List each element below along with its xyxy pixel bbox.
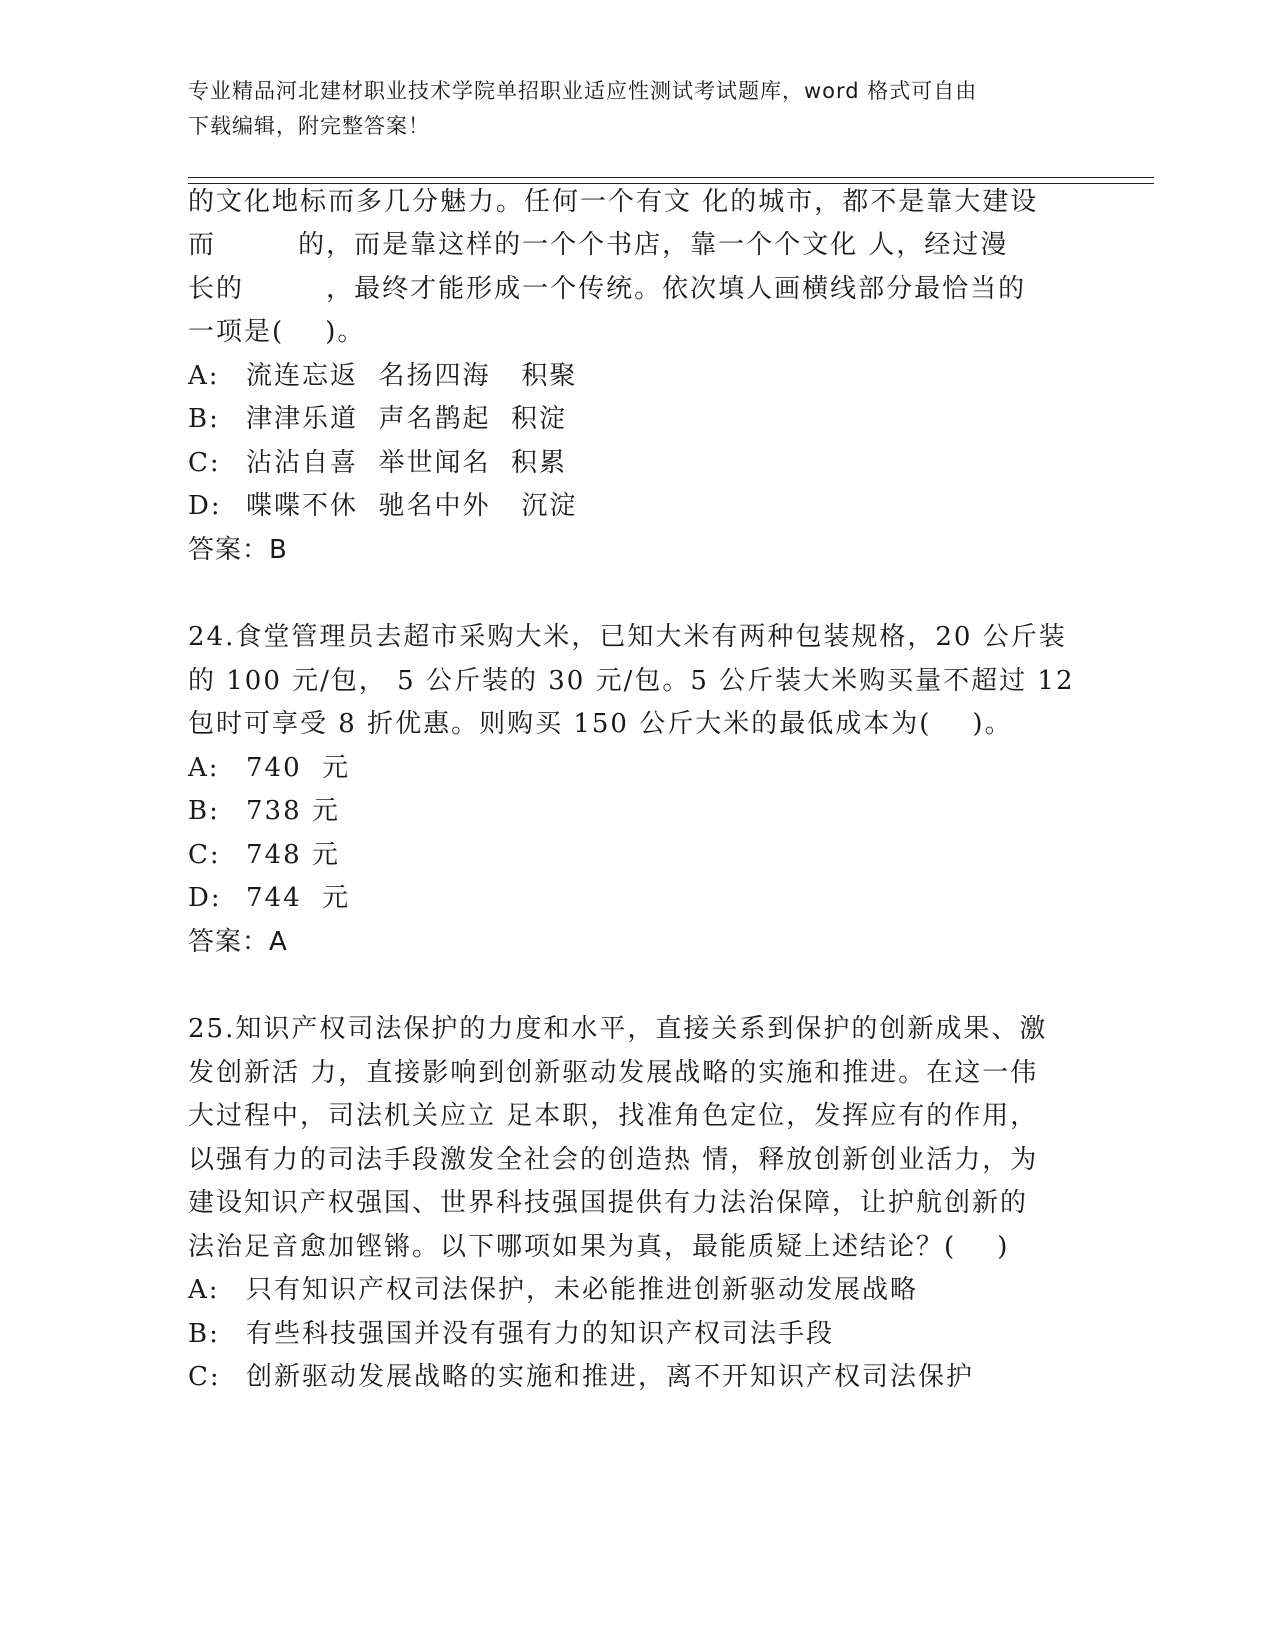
option-letter: B: xyxy=(188,796,220,826)
option-text: 创新驱动发展战略的实施和推进，离不开知识产权司法保护 xyxy=(246,1362,975,1392)
page-header xyxy=(188,74,1068,144)
q24-option-d xyxy=(188,882,350,914)
option-letter: B: xyxy=(188,404,220,434)
option-text: 748 元 xyxy=(246,840,340,870)
q25-line-3: 大过程中，司法机关应立 足本职，找准角色定位，发挥应有的作用， xyxy=(188,1101,1039,1131)
option-letter: B: xyxy=(188,1319,220,1349)
q25-line-5: 建设知识产权强国、世界科技强国提供有力法治保障，让护航创新的 xyxy=(188,1188,1029,1218)
header-line-1: 专业精品河北建材职业技术学院单招职业适应性测试考试题库，word 格式可自由 xyxy=(188,79,978,103)
option-text: 738 元 xyxy=(246,796,340,826)
option-text: 沾沾自喜 举世闻名 积累 xyxy=(246,448,568,478)
q25-line-6: 法治足音愈加铿锵。以下哪项如果为真，最能质疑上述结论？( ) xyxy=(188,1232,1010,1262)
q25-option-b xyxy=(188,1318,834,1350)
option-letter: C: xyxy=(188,840,221,870)
q24-line-3: 包时可享受 8 折优惠。则购买 150 公斤大米的最低成本为( )。 xyxy=(188,709,1013,739)
option-text: 只有知识产权司法保护，未必能推进创新驱动发展战略 xyxy=(246,1275,919,1305)
q23-line-4: 一项是( )。 xyxy=(188,317,366,347)
q25-line-1: 25.知识产权司法保护的力度和水平，直接关系到保护的创新成果、激 xyxy=(188,1014,1048,1044)
option-letter: D: xyxy=(188,883,222,913)
q24-option-b xyxy=(188,795,340,827)
q25-option-c xyxy=(188,1361,974,1393)
q23-line-3: 长的 ，最终才能形成一个传统。依次填人画横线部分最恰当的 xyxy=(188,274,1027,304)
q23-line-2: 而 的，而是靠这样的一个个书店，靠一个个文化 人，经过漫 xyxy=(188,230,1009,260)
option-letter: A: xyxy=(188,1275,220,1305)
option-text: 津津乐道 声名鹊起 积淀 xyxy=(246,404,568,434)
option-letter: A: xyxy=(188,361,220,391)
q23-answer: 答案：B xyxy=(188,535,288,565)
q25-line-4: 以强有力的司法手段激发全社会的创造热 情，释放创新创业活力，为 xyxy=(188,1145,1039,1175)
option-letter: A: xyxy=(188,753,220,783)
q24-line-2: 的 100 元/包， 5 公斤装的 30 元/包。5 公斤装大米购买量不超过 12 xyxy=(188,666,1075,696)
q24-answer: 答案：A xyxy=(188,927,288,957)
option-text: 有些科技强国并没有强有力的知识产权司法手段 xyxy=(246,1319,835,1349)
q23-line-1: 的文化地标而多几分魅力。任何一个有文 化的城市，都不是靠大建设 xyxy=(188,187,1039,217)
header-line-2: 下载编辑，附完整答案！ xyxy=(188,114,430,138)
header-divider-bottom xyxy=(188,183,1154,184)
q25-line-2: 发创新活 力，直接影响到创新驱动发展战略的实施和推进。在这一伟 xyxy=(188,1058,1039,1088)
q24-option-a xyxy=(188,752,350,784)
q24-option-c xyxy=(188,839,340,871)
q23-option-b xyxy=(188,403,567,435)
option-letter: C: xyxy=(188,448,221,478)
option-text: 喋喋不休 驰名中外 沉淀 xyxy=(246,491,578,521)
option-letter: D: xyxy=(188,491,222,521)
option-letter: C: xyxy=(188,1362,221,1392)
option-text: 744 元 xyxy=(246,883,351,913)
q23-option-c xyxy=(188,447,567,479)
q24-line-1: 24.食堂管理员去超市采购大米，已知大米有两种包装规格，20 公斤装 xyxy=(188,622,1067,652)
q25-option-a xyxy=(188,1274,918,1306)
option-text: 740 元 xyxy=(246,753,351,783)
q23-option-a xyxy=(188,360,577,392)
option-text: 流连忘返 名扬四海 积聚 xyxy=(246,361,578,391)
header-divider-top xyxy=(188,177,1154,178)
q23-option-d xyxy=(188,490,577,522)
